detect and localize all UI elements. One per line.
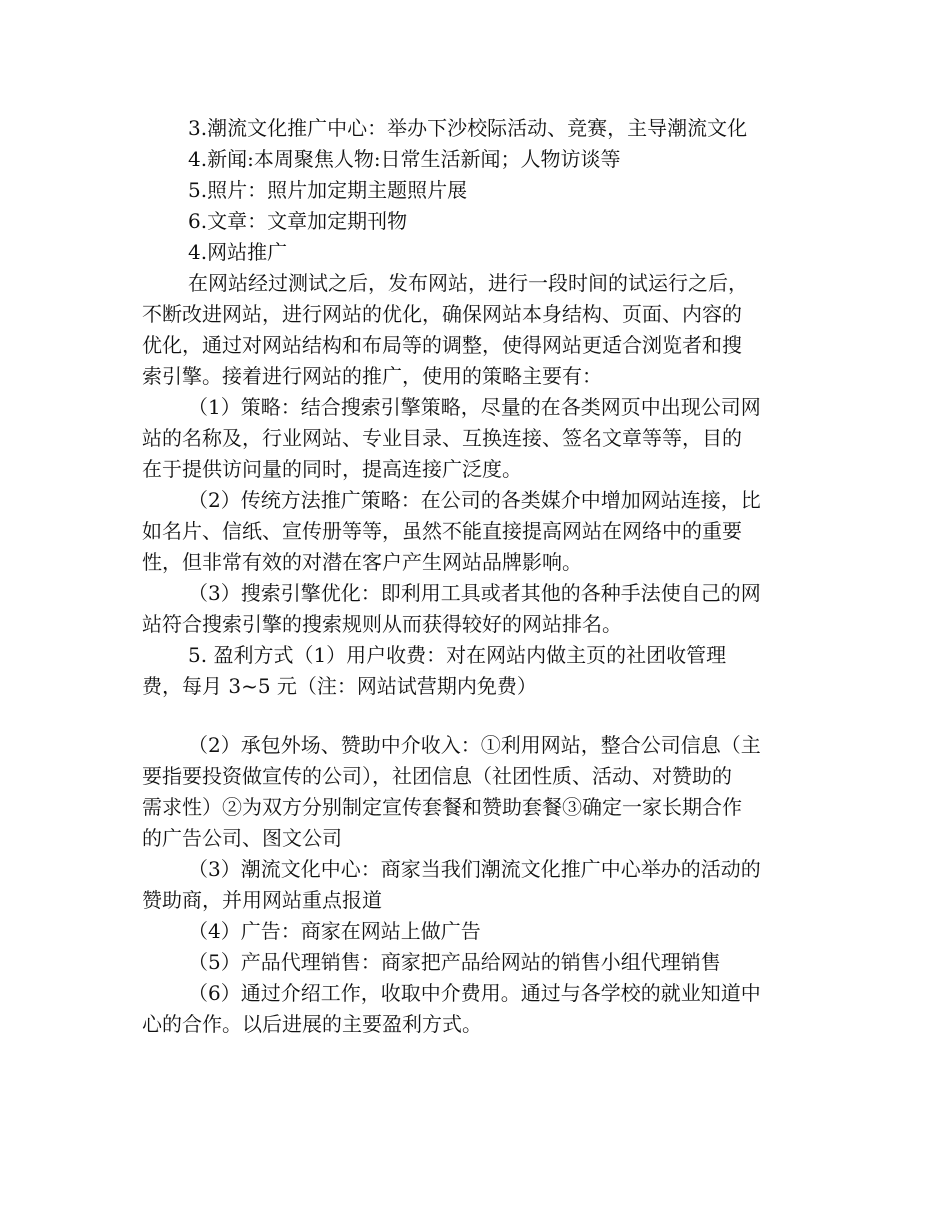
text-line: 在于提供访问量的同时，提高连接广泛度。: [142, 457, 522, 481]
text-line: （5）产品代理销售：商家把产品给网站的销售小组代理销售: [188, 950, 721, 974]
text-line: （3）潮流文化中心：商家当我们潮流文化推广中心举办的活动的: [188, 857, 761, 881]
text-line: 4.新闻:本周聚焦人物:日常生活新闻；人物访谈等: [188, 147, 621, 171]
text-line: 站的名称及，行业网站、专业目录、互换连接、签名文章等等，目的: [142, 426, 742, 450]
text-line: 赞助商，并用网站重点报道: [142, 888, 382, 912]
text-line: 5.照片：照片加定期主题照片展: [188, 178, 468, 202]
text-line: （4）广告：商家在网站上做广告: [188, 919, 481, 943]
text-line: 站符合搜索引擎的搜索规则从而获得较好的网站排名。: [142, 612, 622, 636]
text-line: （6）通过介绍工作，收取中介费用。通过与各学校的就业知道中: [188, 981, 761, 1005]
text-line: 索引擎。接着进行网站的推广，使用的策略主要有：: [142, 364, 602, 388]
text-line: 如名片、信纸、宣传册等等，虽然不能直接提高网站在网络中的重要: [142, 519, 742, 543]
text-line: （2）承包外场、赞助中介收入：①利用网站，整合公司信息（主: [188, 733, 761, 757]
text-line: 5. 盈利方式（1）用户收费：对在网站内做主页的社团收管理: [188, 643, 727, 667]
text-line: 性，但非常有效的对潜在客户产生网站品牌影响。: [142, 550, 582, 574]
text-line: 不断改进网站，进行网站的优化，确保网站本身结构、页面、内容的: [142, 302, 742, 326]
text-line: 优化，通过对网站结构和布局等的调整，使得网站更适合浏览者和搜: [142, 333, 742, 357]
text-line: 需求性）②为双方分别制定宣传套餐和赞助套餐③确定一家长期合作: [142, 795, 742, 819]
text-line: 3.潮流文化推广中心：举办下沙校际活动、竞赛，主导潮流文化: [188, 116, 748, 140]
text-line: 心的合作。以后进展的主要盈利方式。: [142, 1012, 482, 1036]
section-heading: 4.网站推广: [188, 240, 288, 264]
text-line: （3）搜索引擎优化：即利用工具或者其他的各种手法使自己的网: [188, 581, 761, 605]
text-line: 6.文章：文章加定期刊物: [188, 209, 408, 233]
text-line: 在网站经过测试之后，发布网站，进行一段时间的试运行之后，: [188, 271, 748, 295]
text-line: （1）策略：结合搜索引擎策略，尽量的在各类网页中出现公司网: [188, 395, 761, 419]
text-line: 的广告公司、图文公司: [142, 826, 342, 850]
text-line: 费，每月 3~5 元（注：网站试营期内免费）: [142, 674, 537, 698]
text-line: （2）传统方法推广策略：在公司的各类媒介中增加网站连接，比: [188, 488, 761, 512]
text-line: 要指要投资做宣传的公司），社团信息（社团性质、活动、对赞助的: [142, 764, 732, 788]
